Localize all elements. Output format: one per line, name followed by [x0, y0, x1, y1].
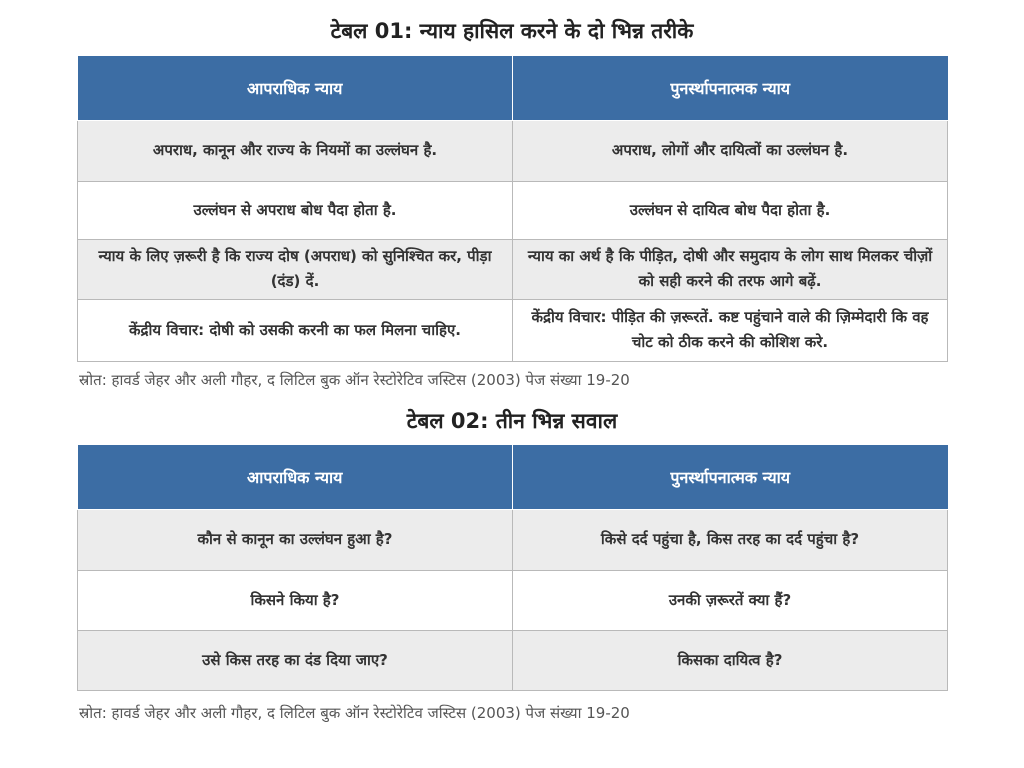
table-cell: अपराध, लोगों और दायित्वों का उल्लंघन है. [513, 120, 948, 181]
column-header-criminal-justice: आपराधिक न्याय [78, 56, 513, 120]
table-row [78, 299, 948, 361]
table-cell: किसने किया है? [78, 570, 513, 630]
table-1-source-note: स्रोत: हावर्ड जेहर और अली गौहर, द लिटिल बुक ऑन रेस्टोरेटिव जस्टिस (2003) पेज संख्या 19-20 [79, 371, 630, 389]
column-header-restorative-justice: पुनर्स्थापनात्मक न्याय [513, 56, 948, 120]
comparison-table-1 [77, 56, 948, 362]
column-header-restorative-justice: पुनर्स्थापनात्मक न्याय [513, 445, 948, 509]
table-row [78, 239, 948, 299]
table-cell: उनकी ज़रूरतें क्या हैं? [513, 570, 948, 630]
table-header-row [78, 56, 948, 120]
table-cell: अपराध, कानून और राज्य के नियमों का उल्लंघन है. [78, 120, 513, 181]
table-row [78, 570, 948, 630]
table-row [78, 630, 948, 690]
table-header-row [78, 445, 948, 509]
table-2-title: टेबल 02: तीन भिन्न सवाल [406, 409, 618, 433]
table-cell: किसका दायित्व है? [513, 630, 948, 690]
table-cell: किसे दर्द पहुंचा है, किस तरह का दर्द पहुंचा है? [513, 509, 948, 570]
table-2-source-note: स्रोत: हावर्ड जेहर और अली गौहर, द लिटिल बुक ऑन रेस्टोरेटिव जस्टिस (2003) पेज संख्या 19-20 [79, 704, 630, 722]
table-cell: उल्लंघन से अपराध बोध पैदा होता है. [78, 181, 513, 239]
table-cell: केंद्रीय विचार: पीड़ित की ज़रूरतें. कष्ट पहुंचाने वाले की ज़िम्मेदारी कि वह चोट को ठीक करने की कोशिश करे. [513, 299, 948, 361]
table-row [78, 509, 948, 570]
table-row [78, 120, 948, 181]
table-cell: कौन से कानून का उल्लंघन हुआ है? [78, 509, 513, 570]
table-cell: उल्लंघन से दायित्व बोध पैदा होता है. [513, 181, 948, 239]
table-cell: उसे किस तरह का दंड दिया जाए? [78, 630, 513, 690]
table-cell: केंद्रीय विचार: दोषी को उसकी करनी का फल मिलना चाहिए. [78, 299, 513, 361]
table-cell: न्याय के लिए ज़रूरी है कि राज्य दोष (अपराध) को सुनिश्चित कर, पीड़ा (दंड) दें. [78, 239, 513, 299]
table-1-title: टेबल 01: न्याय हासिल करने के दो भिन्न तरीके [330, 19, 694, 43]
column-header-criminal-justice: आपराधिक न्याय [78, 445, 513, 509]
table-row [78, 181, 948, 239]
table-cell: न्याय का अर्थ है कि पीड़ित, दोषी और समुदाय के लोग साथ मिलकर चीज़ों को सही करने की तरफ आगे बढ़ें. [513, 239, 948, 299]
comparison-table-2 [77, 445, 948, 691]
